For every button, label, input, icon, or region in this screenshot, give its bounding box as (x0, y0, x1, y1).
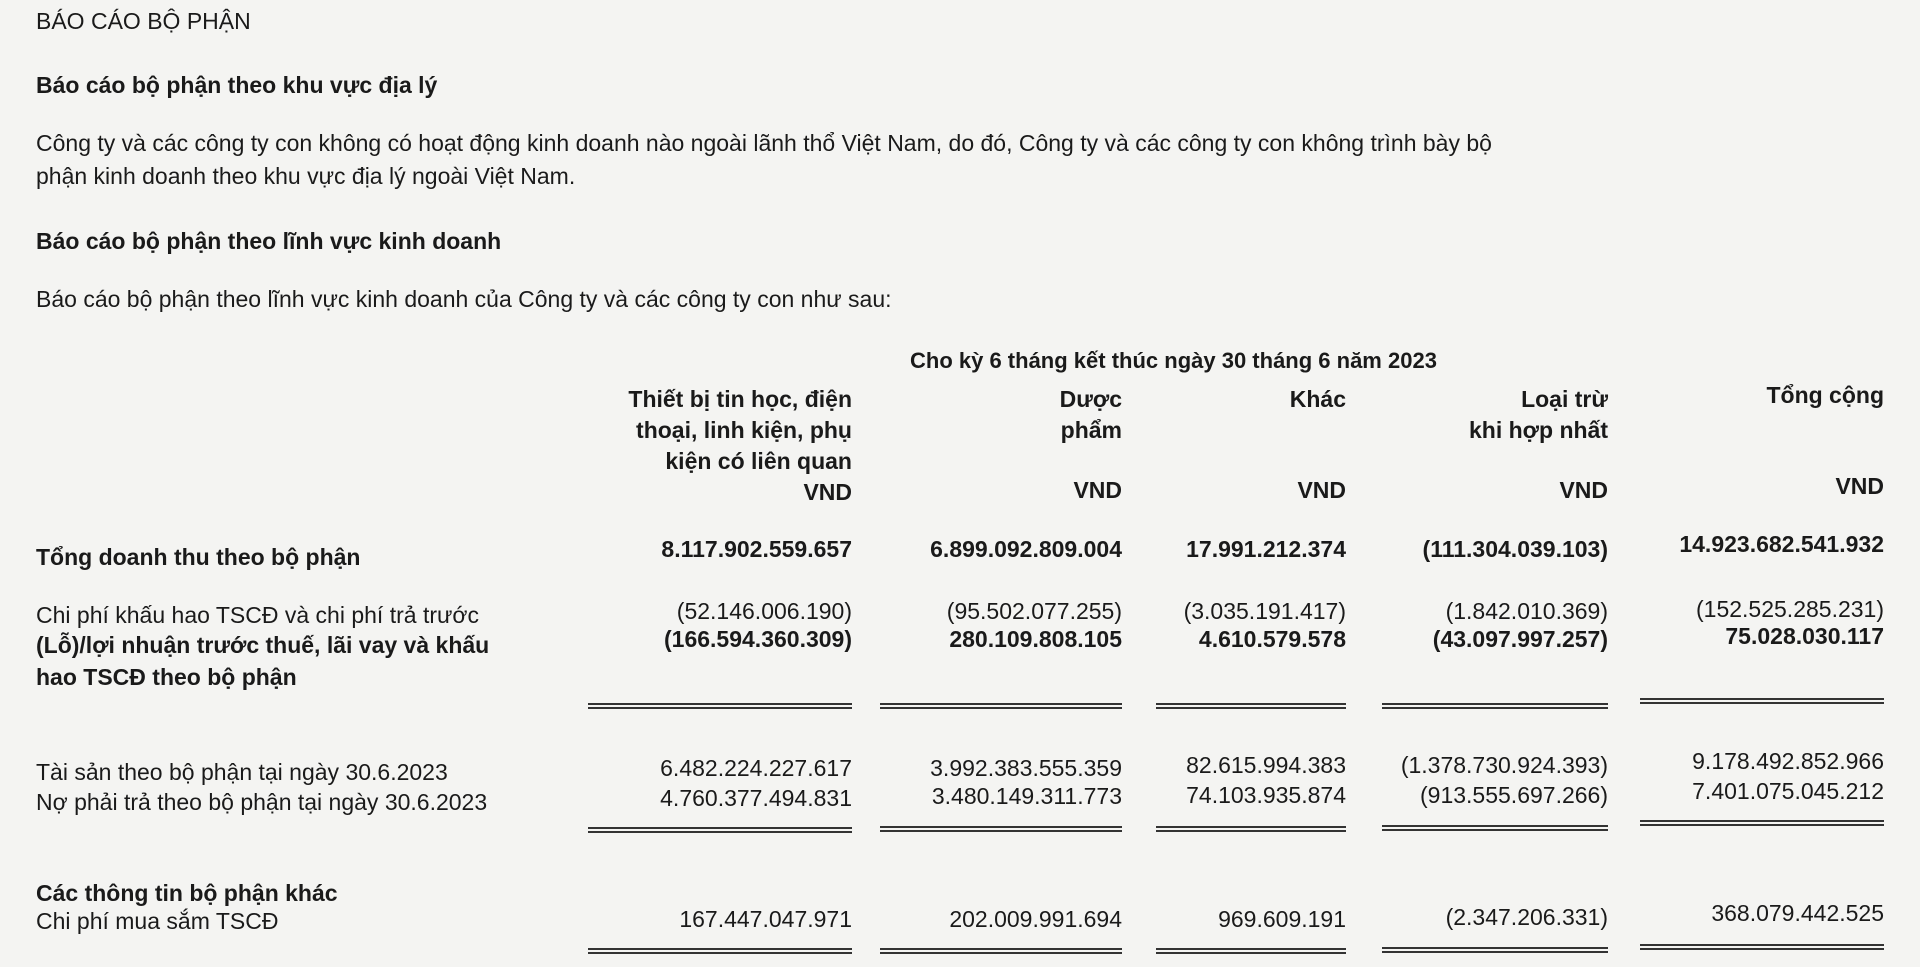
cell-capex-other: 969.609.191 (1218, 906, 1346, 932)
cell-depreciation-elim: (1.842.010.369) (1445, 598, 1608, 624)
cell-capex-it: 167.447.047.971 (679, 906, 852, 932)
cell-assets-it: 6.482.224.227.617 (660, 755, 852, 781)
double-rule (588, 827, 852, 833)
col-header-elim-line: Loại trừ (1521, 386, 1608, 412)
row-label-ebitda-line2: hao TSCĐ theo bộ phận (36, 664, 297, 690)
double-rule (1156, 948, 1346, 954)
double-rule (1640, 944, 1884, 950)
cell-revenue-it: 8.117.902.559.657 (661, 536, 852, 562)
geo-heading: Báo cáo bộ phận theo khu vực địa lý (36, 72, 438, 98)
double-rule (880, 703, 1122, 709)
cell-liabilities-pharma: 3.480.149.311.773 (931, 783, 1122, 809)
double-rule (880, 826, 1122, 832)
cell-depreciation-it: (52.146.006.190) (676, 598, 852, 624)
double-rule (588, 948, 852, 954)
row-label-revenue: Tổng doanh thu theo bộ phận (36, 544, 361, 570)
col-header-it-line: thoại, linh kiện, phụ (636, 417, 852, 443)
double-rule (1640, 698, 1884, 704)
col-header-other: Khác (1289, 386, 1346, 412)
cell-depreciation-total: (152.525.285.231) (1696, 596, 1884, 622)
col-header-it-line: kiện có liên quan (665, 448, 852, 474)
row-label-liabilities: Nợ phải trả theo bộ phận tại ngày 30.6.2023 (36, 789, 488, 815)
cell-capex-elim: (2.347.206.331) (1445, 904, 1608, 930)
cell-revenue-total: 14.923.682.541.932 (1679, 531, 1884, 557)
double-rule (1382, 825, 1608, 831)
col-header-pharma-line: Dược (1059, 386, 1122, 412)
row-label-assets: Tài sản theo bộ phận tại ngày 30.6.2023 (36, 759, 448, 785)
double-rule (880, 948, 1122, 954)
cell-depreciation-other: (3.035.191.417) (1183, 598, 1346, 624)
cell-ebitda-pharma: 280.109.808.105 (949, 626, 1122, 652)
cell-liabilities-elim: (913.555.697.266) (1420, 782, 1608, 808)
other-info-heading: Các thông tin bộ phận khác (36, 880, 338, 906)
cell-depreciation-pharma: (95.502.077.255) (946, 598, 1122, 624)
cell-revenue-other: 17.991.212.374 (1186, 536, 1346, 562)
cell-ebitda-other: 4.610.579.578 (1198, 626, 1346, 652)
col-header-other-unit: VND (1297, 477, 1346, 503)
cell-liabilities-total: 7.401.075.045.212 (1692, 778, 1884, 804)
cell-assets-pharma: 3.992.383.555.359 (930, 755, 1122, 781)
period-header: Cho kỳ 6 tháng kết thúc ngày 30 tháng 6 năm 2023 (910, 348, 1437, 373)
col-header-total-unit: VND (1835, 473, 1884, 499)
double-rule (588, 703, 852, 709)
double-rule (1382, 947, 1608, 953)
geo-paragraph-line2: phận kinh doanh theo khu vực địa lý ngoài Việt Nam. (36, 163, 576, 189)
cell-ebitda-total: 75.028.030.117 (1725, 623, 1884, 649)
row-label-capex: Chi phí mua sắm TSCĐ (36, 908, 279, 934)
col-header-elim-line: khi hợp nhất (1468, 417, 1608, 443)
col-header-total: Tổng cộng (1766, 382, 1884, 408)
row-label-ebitda-line1: (Lỗ)/lợi nhuận trước thuế, lãi vay và khấu (36, 632, 490, 658)
cell-ebitda-it: (166.594.360.309) (664, 626, 852, 652)
cell-liabilities-it: 4.760.377.494.831 (660, 785, 852, 811)
cell-revenue-elim: (111.304.039.103) (1422, 536, 1608, 562)
cell-capex-pharma: 202.009.991.694 (949, 906, 1122, 932)
cell-assets-total: 9.178.492.852.966 (1692, 748, 1884, 774)
double-rule (1382, 703, 1608, 709)
col-header-elim-unit: VND (1559, 477, 1608, 503)
page-title: BÁO CÁO BỘ PHẬN (36, 8, 251, 34)
col-header-it (552, 384, 852, 508)
cell-ebitda-elim: (43.097.997.257) (1432, 626, 1608, 652)
col-header-pharma-line: phẩm (1060, 417, 1122, 443)
double-rule (1156, 703, 1346, 709)
cell-revenue-pharma: 6.899.092.809.004 (930, 536, 1122, 562)
geo-paragraph-line1: Công ty và các công ty con không có hoạt động kinh doanh nào ngoài lãnh thổ Việt Nam, do đó, Công ty và các công ty con không trình bày bộ (36, 130, 1492, 156)
cell-assets-other: 82.615.994.383 (1186, 752, 1346, 778)
col-header-pharma-unit: VND (1073, 477, 1122, 503)
cell-assets-elim: (1.378.730.924.393) (1400, 752, 1608, 778)
col-header-it-line: Thiết bị tin học, điện (628, 386, 852, 412)
col-header-it-unit: VND (803, 479, 852, 505)
col-header-elim (1388, 384, 1608, 446)
cell-capex-total: 368.079.442.525 (1711, 900, 1884, 926)
row-label-depreciation: Chi phí khấu hao TSCĐ và chi phí trả trước (36, 602, 479, 628)
double-rule (1640, 820, 1884, 826)
col-header-pharma (922, 384, 1122, 446)
biz-heading: Báo cáo bộ phận theo lĩnh vực kinh doanh (36, 228, 502, 254)
cell-liabilities-other: 74.103.935.874 (1186, 782, 1346, 808)
biz-intro: Báo cáo bộ phận theo lĩnh vực kinh doanh của Công ty và các công ty con như sau: (36, 286, 892, 312)
double-rule (1156, 826, 1346, 832)
